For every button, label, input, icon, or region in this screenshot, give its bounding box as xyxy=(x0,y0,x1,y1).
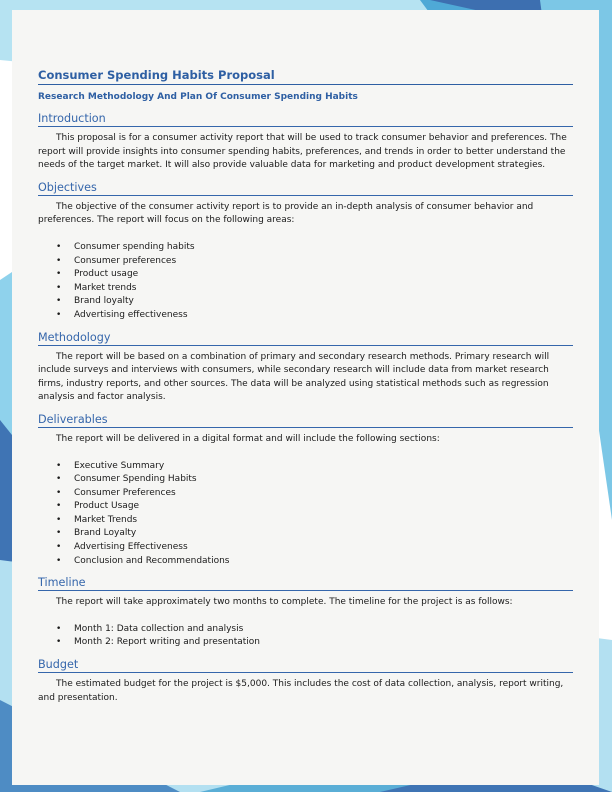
section-objectives xyxy=(38,181,573,323)
list-item: • Conclusion and Recommendations xyxy=(74,555,573,569)
methodology-heading: Methodology xyxy=(38,331,573,346)
list-item: • Executive Summary xyxy=(74,460,573,474)
deliverables-paragraph: The report will be delivered in a digital format and will include the following sections: xyxy=(56,433,440,444)
list-item: • Consumer Spending Habits xyxy=(74,473,573,487)
timeline-list xyxy=(38,623,573,650)
list-item: • Consumer spending habits xyxy=(74,241,573,255)
document-title: Consumer Spending Habits Proposal xyxy=(38,68,573,85)
list-item: • Market Trends xyxy=(74,514,573,528)
list-item: • Advertising Effectiveness xyxy=(74,541,573,555)
introduction-paragraph: This proposal is for a consumer activity report that will be used to track consumer behavior and preferences. The report will provide insights into consumer spending habits, preferences, and trends in order to better understand the needs of the target market. It will also provide valuable data for marketing and product development strategies. xyxy=(38,133,567,171)
budget-paragraph: The estimated budget for the project is $5,000. This includes the cost of data collection, analysis, report writing, and presentation. xyxy=(38,679,564,703)
budget-heading: Budget xyxy=(38,658,573,673)
objectives-paragraph: The objective of the consumer activity report is to provide an in-depth analysis of consumer behavior and preferences. The report will focus on the following areas: xyxy=(38,201,534,226)
list-item: • Consumer preferences xyxy=(74,255,573,269)
list-item: • Brand Loyalty xyxy=(74,527,573,541)
section-budget xyxy=(38,658,573,705)
list-item: • Market trends xyxy=(74,282,573,296)
deliverables-list xyxy=(38,460,573,569)
list-item: • Product Usage xyxy=(74,500,573,514)
list-item: • Brand loyalty xyxy=(74,295,573,309)
objectives-list xyxy=(38,241,573,323)
list-item: • Advertising effectiveness xyxy=(74,309,573,323)
list-item: • Consumer Preferences xyxy=(74,487,573,501)
deliverables-heading: Deliverables xyxy=(38,413,573,428)
list-item: • Month 2: Report writing and presentation xyxy=(74,636,573,650)
document-subtitle: Research Methodology And Plan Of Consumer Spending Habits xyxy=(38,92,358,102)
section-introduction xyxy=(38,112,573,173)
list-item: • Month 1: Data collection and analysis xyxy=(74,623,573,637)
section-methodology xyxy=(38,331,573,405)
introduction-heading: Introduction xyxy=(38,112,573,127)
document-page xyxy=(12,10,599,785)
section-timeline xyxy=(38,576,573,650)
objectives-heading: Objectives xyxy=(38,181,573,196)
methodology-paragraph: The report will be based on a combination of primary and secondary research methods. Primary research will include surveys and interviews with consumers, while secondary research will include data from market research firms, industry reports, and other sources. The data will be analyzed using statistical methods such as regression analysis and factor analysis. xyxy=(38,351,550,403)
timeline-paragraph: The report will take approximately two months to complete. The timeline for the project is as follows: xyxy=(56,597,513,608)
list-item: • Product usage xyxy=(74,268,573,282)
timeline-heading: Timeline xyxy=(38,576,573,591)
section-deliverables xyxy=(38,413,573,568)
